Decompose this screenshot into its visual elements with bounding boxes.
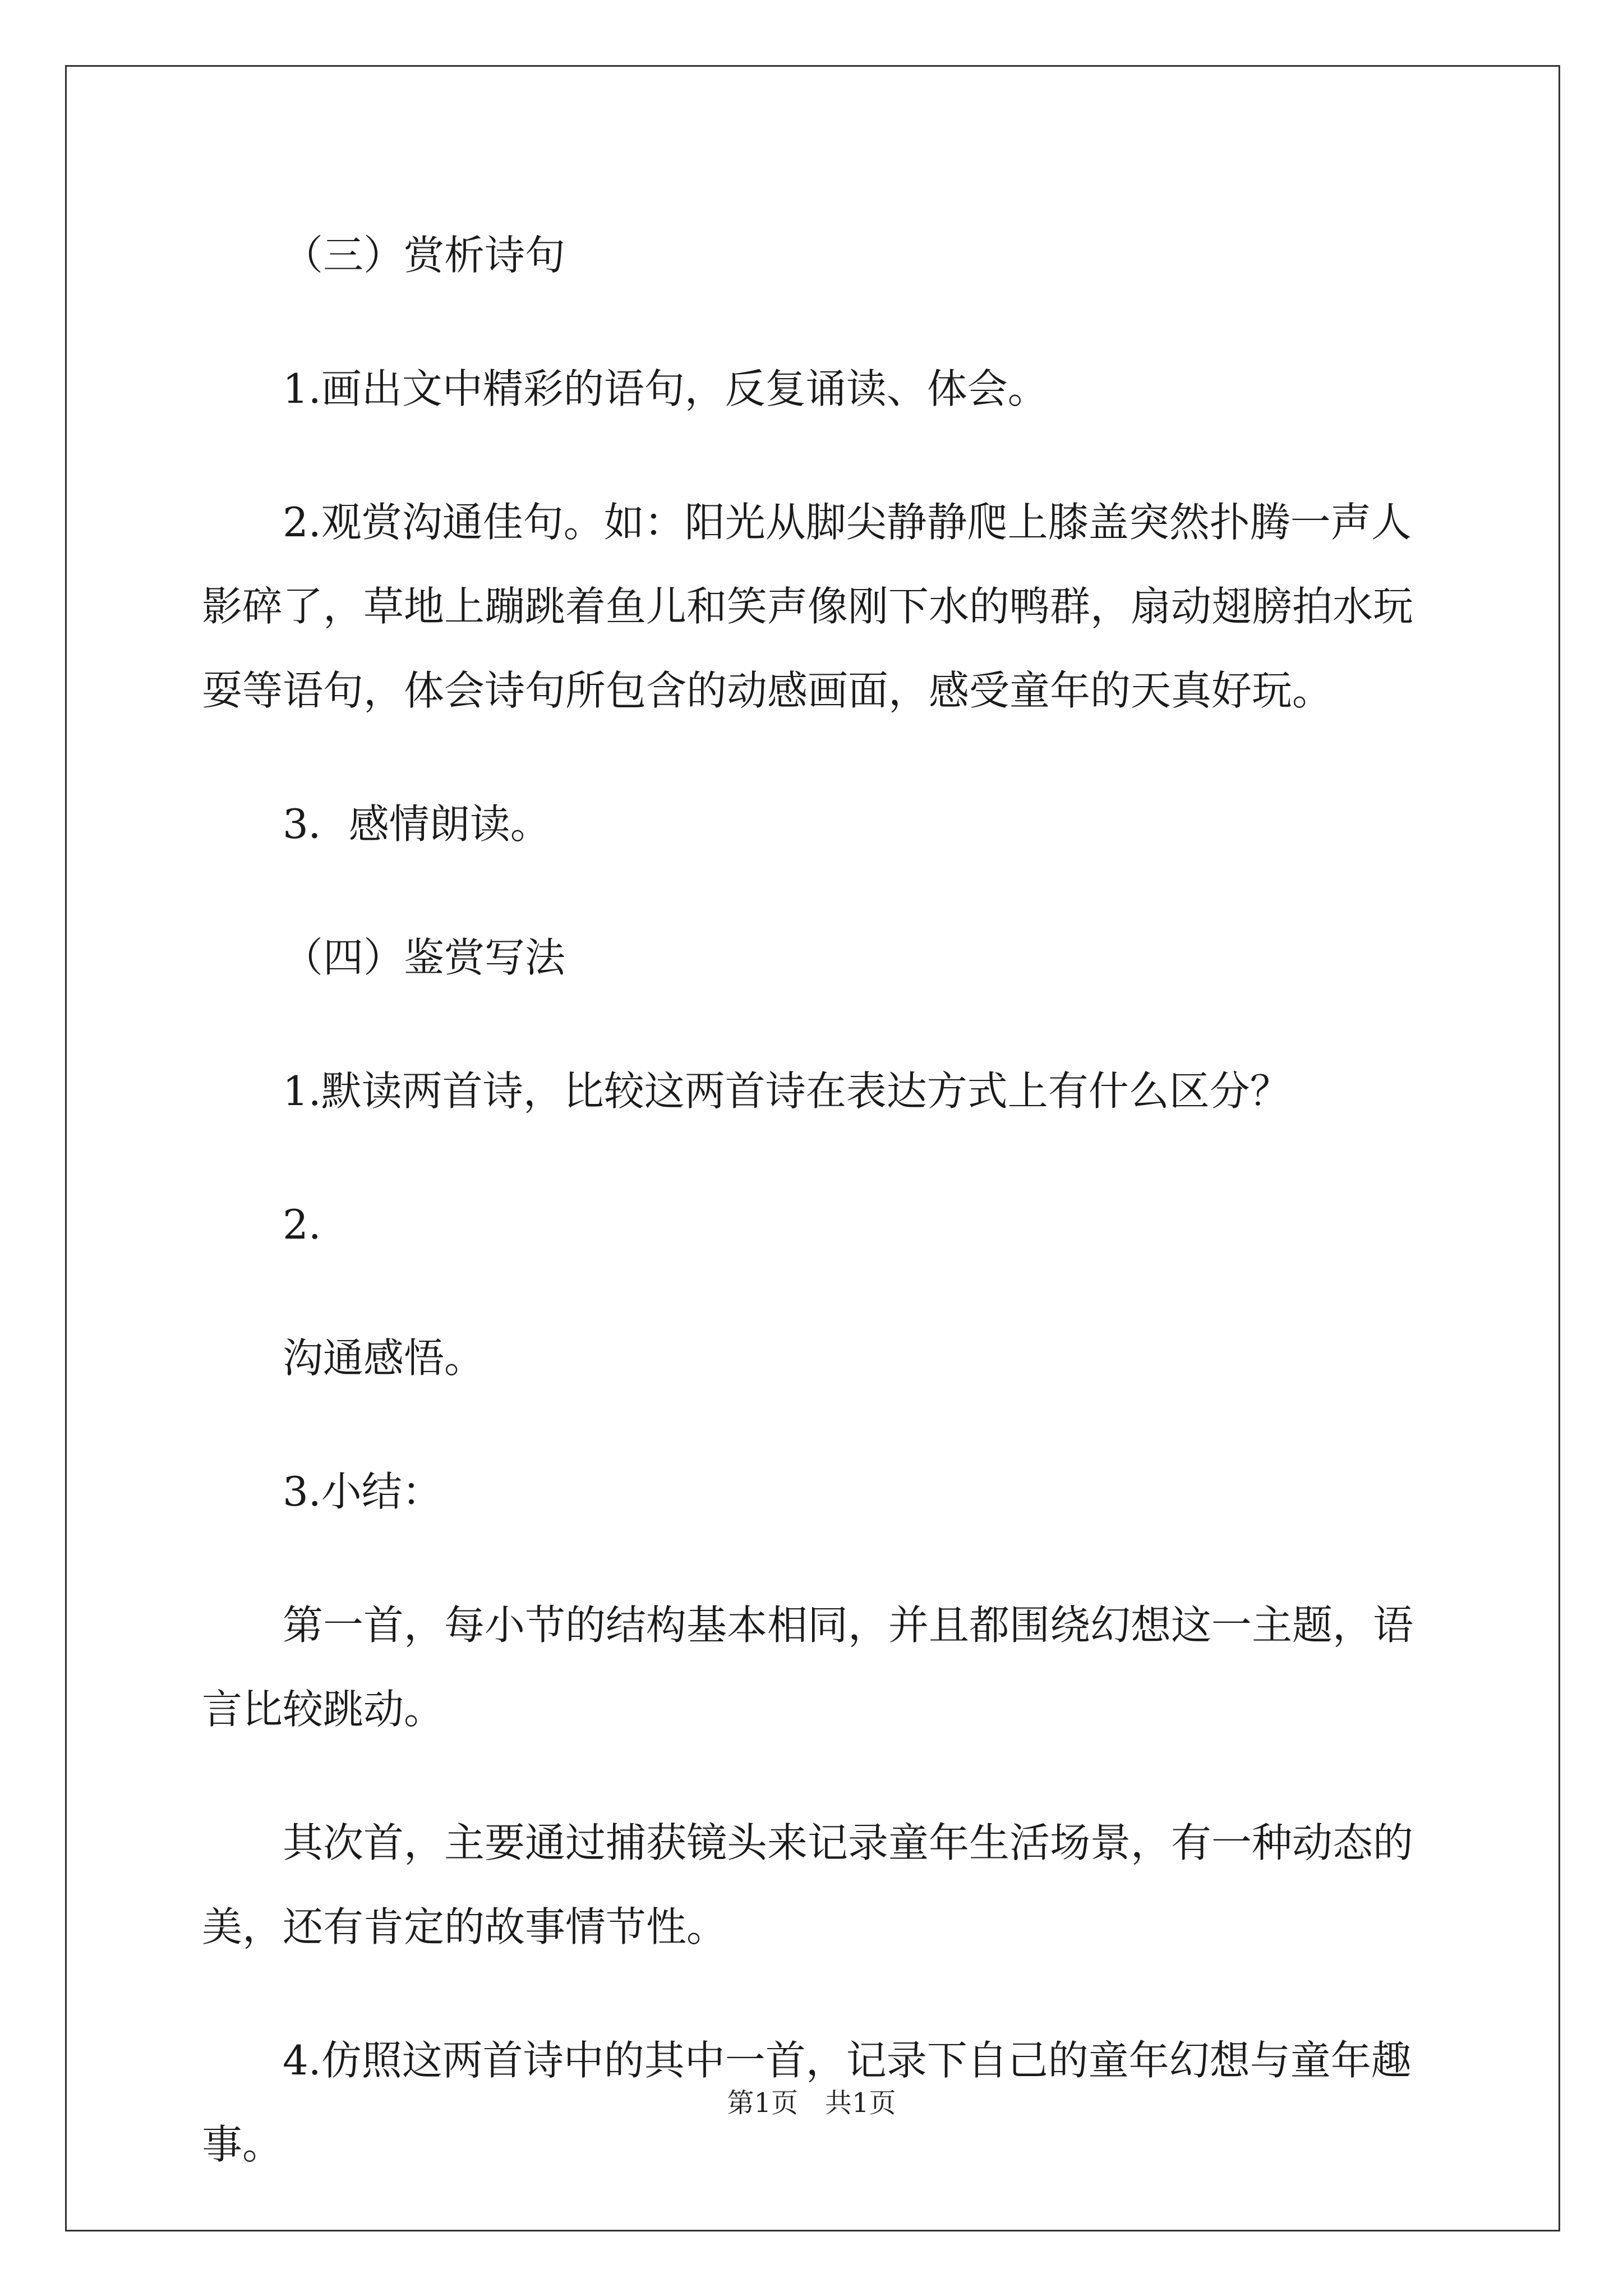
section-heading-4: （四）鉴赏写法 [283,934,566,981]
paragraph-6: 沟通感悟。 [283,1335,485,1382]
document-body [202,213,1436,2236]
paragraph-10: 4.仿照这两首诗中的其中一首，记录下自己的童年幻想与童年趣事。 [202,2037,1412,2168]
paragraph-7: 3.小结： [283,1468,442,1515]
paragraph-1: 1.画出文中精彩的语句，反复诵读、体会。 [283,365,1048,412]
paragraph-4: 1.默读两首诗，比较这两首诗在表达方式上有什么区分？ [283,1068,1290,1115]
paragraph-9: 其次首，主要通过捕获镜头来记录童年生活场景，有一种动态的美，还有肯定的故事情节性。 [202,1819,1414,1950]
paragraph-3: 3．感情朗读。 [283,800,551,848]
paragraph-2: 2.观赏沟通佳句。如：阳光从脚尖静静爬上膝盖突然扑腾一声人影碎了，草地上蹦跳着鱼儿和笑声像刚下水的鸭群，扇动翅膀拍水玩耍等语句，体会诗句所包含的动感画面，感受童年的天真好玩。 [202,499,1414,714]
paragraph-8: 第一首，每小节的结构基本相同，并且都围绕幻想这一主题，语言比较跳动。 [202,1602,1414,1733]
paragraph-5: 2. [283,1201,321,1248]
page-number-footer: 第1页 共1页 [727,2087,896,2119]
section-heading-3: （三）赏析诗句 [283,232,566,279]
